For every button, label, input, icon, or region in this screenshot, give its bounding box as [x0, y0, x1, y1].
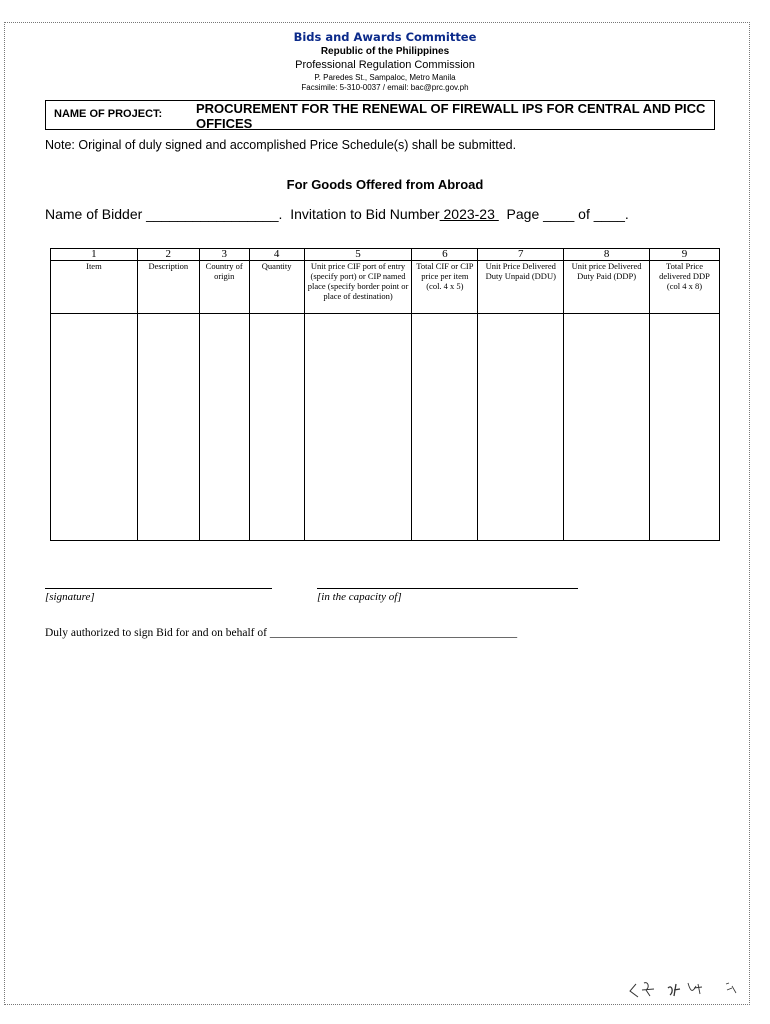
contact-line: Facsimile: 5-310-0037 / email: bac@prc.gov.ph [301, 83, 469, 92]
address-line: P. Paredes St., Sampaloc, Metro Manila [314, 73, 456, 82]
column-header-unit-price-cif: Unit price CIF port of entry (specify port) or CIP named place (specify border point or place of destination) [304, 261, 412, 314]
quantity-cell[interactable] [249, 314, 304, 541]
column-header-total-ddp: Total Price delivered DDP (col 4 x 8) [650, 261, 720, 314]
column-number: 4 [249, 249, 304, 261]
column-header-item: Item [51, 261, 138, 314]
unit-price-cif-cell[interactable] [304, 314, 412, 541]
column-number: 9 [650, 249, 720, 261]
submission-note: Note: Original of duly signed and accomplished Price Schedule(s) shall be submitted. [45, 138, 517, 152]
column-number: 5 [304, 249, 412, 261]
column-number: 2 [137, 249, 199, 261]
column-header-ddu: Unit Price Delivered Duty Unpaid (DDU) [478, 261, 564, 314]
bidder-line [45, 206, 629, 222]
total-cif-cell[interactable] [412, 314, 478, 541]
price-schedule-table [50, 248, 720, 541]
bidder-prefix: Name of Bidder _________________. Invitation to Bid Number [45, 206, 440, 222]
country-line: Republic of the Philippines [320, 46, 450, 57]
column-number: 7 [478, 249, 564, 261]
project-box [45, 100, 715, 130]
authorized-line: Duly authorized to sign Bid for and on behalf of ___________________________________________ [45, 627, 518, 639]
description-cell[interactable] [137, 314, 199, 541]
ddp-cell[interactable] [564, 314, 650, 541]
initials-scribble [628, 978, 743, 1002]
ddu-cell[interactable] [478, 314, 564, 541]
column-number: 1 [51, 249, 138, 261]
total-ddp-cell[interactable] [650, 314, 720, 541]
page-count: Page ____ of ____. [498, 206, 629, 222]
column-header-total-cif: Total CIF or CIP price per item (col. 4 x 5) [412, 261, 478, 314]
column-header-quantity: Quantity [249, 261, 304, 314]
column-header-country: Country of origin [199, 261, 249, 314]
country-cell[interactable] [199, 314, 249, 541]
project-label: NAME OF PROJECT: [54, 108, 163, 120]
signature-line[interactable] [45, 588, 272, 589]
column-number: 3 [199, 249, 249, 261]
project-name: PROCUREMENT FOR THE RENEWAL OF FIREWALL IPS FOR CENTRAL AND PICC OFFICES [196, 101, 706, 131]
signature-label: [signature] [45, 591, 95, 603]
column-header-description: Description [137, 261, 199, 314]
agency-line: Professional Regulation Commission [295, 59, 475, 71]
committee-title: Bids and Awards Committee [293, 30, 477, 44]
capacity-line[interactable] [317, 588, 578, 589]
itb-number: 2023-23 [439, 206, 499, 222]
column-number: 8 [564, 249, 650, 261]
item-cell[interactable] [51, 314, 138, 541]
column-number: 6 [412, 249, 478, 261]
schedule-title: For Goods Offered from Abroad [286, 177, 484, 192]
capacity-label: [in the capacity of] [317, 591, 402, 603]
column-header-ddp: Unit price Delivered Duty Paid (DDP) [564, 261, 650, 314]
